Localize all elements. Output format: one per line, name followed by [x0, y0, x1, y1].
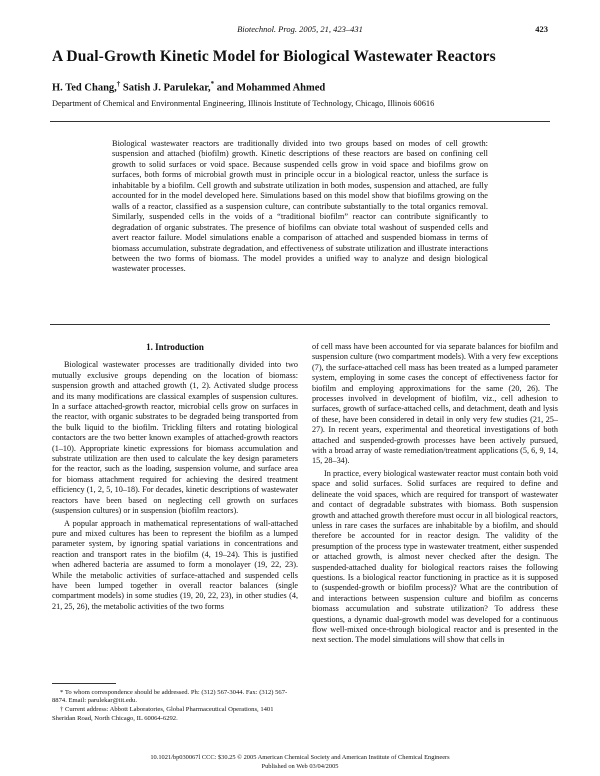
doi-copyright-line: 10.1021/bp030067l CCC: $30.25 © 2005 American Chemical Society and American Institute of Chemical Engineers [150, 754, 450, 761]
author-2: Satish J. Parulekar, [120, 82, 211, 94]
intro-paragraph-2: A popular approach in mathematical representations of wall-attached pure and mixed cultures has been to represent the biofilm as a lumped parameter system, by ignoring spatial variations in concentrations and reaction and transport rates in the biofilm (4, 19–24). This is justified when adhered bacteria are assumed to form a monolayer (19, 22, 23). While the metabolic activities of surface-attached and suspended cells have been lumped together in overall reactor balances (single compartment models) in some studies (19, 20, 22, 23), in other studies (4, 21, 25, 26), the metabolic activities of the two forms [52, 518, 298, 611]
intro-paragraph-4: In practice, every biological wastewater reactor must contain both void space and solid surfaces. Solid surfaces are required to define and delineate the void spaces, which are required for transport of wastewater and contact of degradable substrates with biomass. Both suspension growth and attached growth therefore must occur in all biological reactors, unless in rare cases the surfaces are inhabitable by a biofilm, and should therefore be accounted for in reactor design. The validity of the presumption of the process type in wastewater treatment, either suspended or attached growth, is almost never checked after the design. The suspended-attached duality for biological reactors raises the following questions. Is a biological reactor functioning in practice as it is supposed to (suspended-growth or biofilm process)? What are the contribution of and interactions between suspension culture and biofilm as concerns biomass accumulation and substrate utilization? To address these questions, a dynamic dual-growth model was developed for a continuous flow well-mixed once-through biological reactor and is presented in the next section. The model simulations will show that cells in [312, 468, 558, 645]
footnotes [52, 689, 298, 723]
article-title: A Dual-Growth Kinetic Model for Biological Wastewater Reactors [52, 48, 496, 65]
affiliation: Department of Chemical and Environmental Engineering, Illinois Institute of Technology, Chicago, Illinois 60616 [52, 99, 435, 108]
footnote-current-address: † Current address: Abbott Laboratories, Global Pharmaceutical Operations, 1401 Sheridan Road, North Chicago, IL 60064-6292. [52, 706, 274, 722]
journal-citation: Biotechnol. Prog. 2005, 21, 423–431 [237, 24, 363, 34]
intro-paragraph-1: Biological wastewater processes are traditionally divided into two mutually exclusive groups depending on the location of biomass: suspension growth and attached growth (1, 2). Activated sludge process and its many modifications are classical examples of suspension cultures. In a surface attached-growth reactor, microbial cells grow on surfaces in the reactor, with organic substrates to be degraded being transported from the bulk liquid to the biofilm. Trickling filters and rotating biological contactors are the two better known examples of attached-growth reactors (1–10). Appropriate kinetic expressions for biomass accumulation and substrate utilization are then used to calculate the key design parameters for the reactor, such as the loading, suspension volume, and surface area for biomass attachment required for achieving the desired treatment efficiency (1, 2, 5, 10–18). For decades, kinetic descriptions of wastewater reactors have been based on neglecting cell growth on surfaces (suspension cultures) or in suspension (biofilm reactors). [52, 360, 298, 516]
publication-date-line: Published on Web 03/04/2005 [261, 763, 339, 770]
author-list [52, 80, 325, 94]
author-2-mark: * [210, 80, 215, 88]
footnote-correspondence: * To whom correspondence should be addressed. Ph: (312) 567-3044. Fax: (312) 567-8874. Email: parulekar@iit.edu. [52, 689, 288, 705]
page-number: 423 [535, 24, 548, 34]
intro-paragraph-3: of cell mass have been accounted for via separate balances for biofilm and suspension culture (two compartment models). With a very few exceptions (7), the surface-attached cell mass has been treated as a lumped parameter system, employing in some cases the concept of effectiveness factor for biofilm and employing approximations for the same (20, 26). The processes involved in development of biofilm, viz., cell adhesion to surfaces, growth of surface-attached cells, and detachment, death and lysis of these, have been considered in detail in only very few studies (21, 25–27). In recent years, experimental and theoretical investigations of both attached and suspended-growth processes have been actively pursued, with a broad array of waste remediation/treatment applications (5, 6, 9, 14, 15, 28–34). [312, 342, 558, 466]
author-1: H. Ted Chang, [52, 82, 117, 94]
abstract-bottom-divider [50, 324, 550, 325]
abstract-top-divider [50, 121, 550, 122]
footnote-divider [52, 683, 116, 684]
author-1-mark: † [116, 80, 121, 88]
right-column [312, 342, 558, 646]
section-heading-introduction: 1. Introduction [146, 342, 204, 352]
author-3: and Mohammed Ahmed [214, 82, 326, 94]
left-column [52, 342, 298, 612]
abstract: Biological wastewater reactors are traditionally divided into two groups based on modes of cell growth: suspension and attached (biofilm) growth. Kinetic descriptions of these reactors are based on confining cell growth to solid surfaces or void space. Because suspended cells grow in void space and biofilms grow on surfaces, both forms of microbial growth must in principle occur in a biological reactor, unless the surface is inhabitable by a biofilm. Cell growth and substrate utilization in both modes, suspension and attached, are fully accounted for in the model developed here. Simulations based on this model show that biofilms growing on the walls of a reactor, classified as a suspension culture, can contribute substantially to the total organics removal. Similarly, suspended cells in the voids of a “traditional biofilm” reactor can contribute significantly to degradation of organic substrates. The presence of biofilms can obviate total washout of suspended cells and avert reactor failure. Model simulations enable a comparison of attached and suspended biomass in terms of biomass accumulation, substrate degradation, and effectiveness of substrate utilization and illustrate interactions between the two forms of biomass. The model provides a unified way to analyze and design biological wastewater processes. [112, 139, 488, 274]
